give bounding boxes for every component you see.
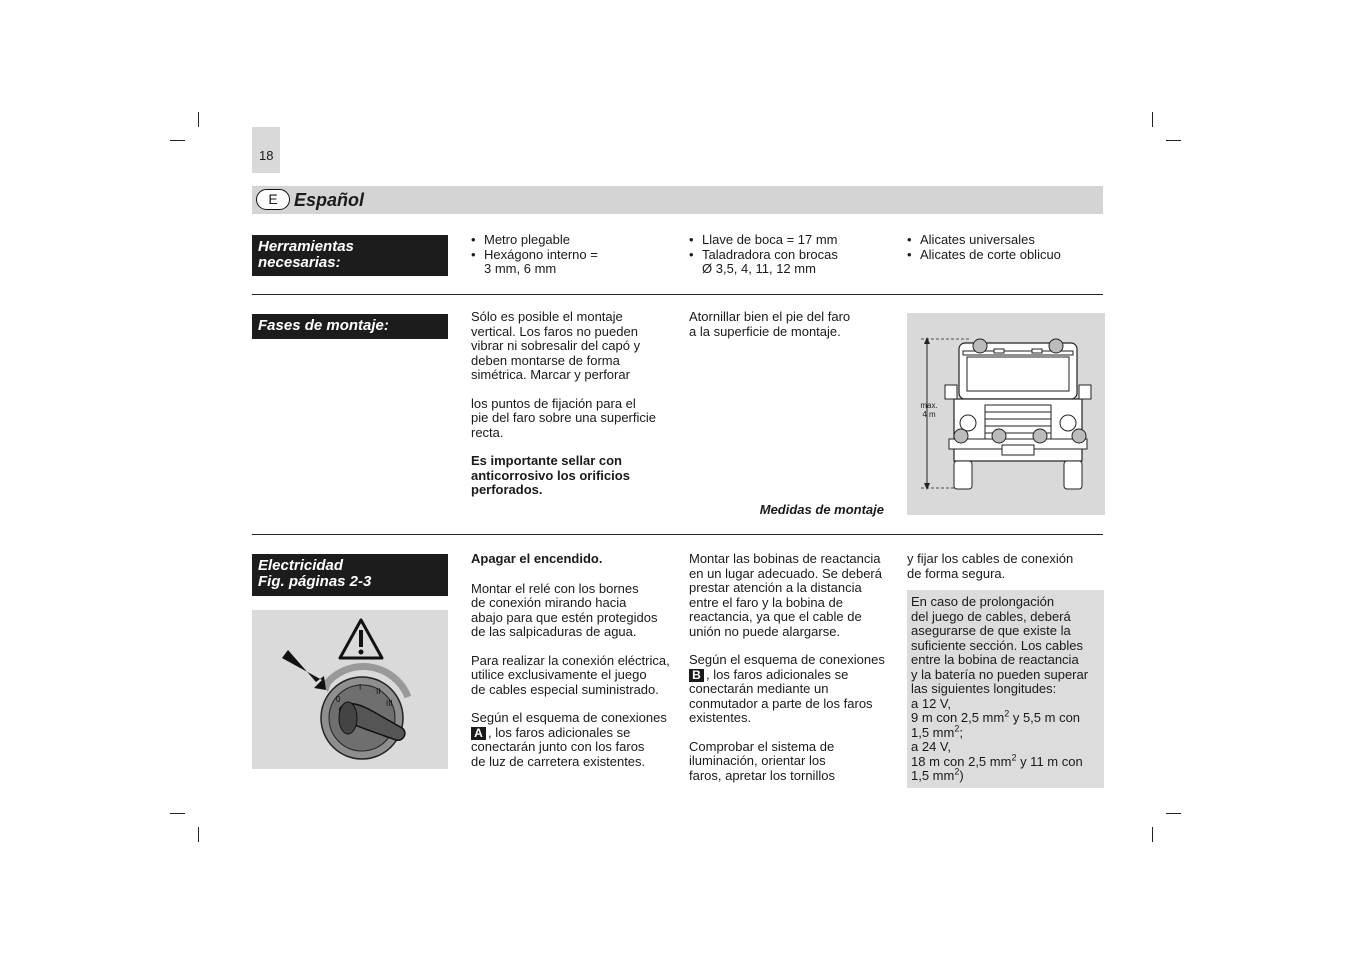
mounting-text-line: vibrar ni sobresalir del capó y [471,338,641,353]
superscript: 2 [954,766,960,777]
electric-text-line: de cables especial suministrado. [471,681,659,697]
language-code-badge: E [256,189,290,210]
mounting-text-line: los puntos de fijación para el [471,395,636,411]
electric-text-line: unión no puede alargarse. [689,623,841,639]
tool-item: • Alicates universales [907,233,1103,248]
electric-heading-line1: Electricidad [258,557,344,574]
tool-item: • Llave de boca = 17 mm [689,233,889,248]
note-span: 9 m con 2,5 mm [911,710,1005,725]
electric-text-line: de forma segura. [907,565,1006,581]
mounting-heading-text: Fases de montaje: [258,317,389,334]
tools-heading-line2: necesarias: [258,254,341,271]
tool-item: • Metro plegable [471,233,671,248]
note-line: asegurarse de que existe la [911,623,1071,638]
electric-text-line: abajo para que estén protegidos [471,609,658,625]
note-span: y 5,5 m con [1009,710,1081,725]
diagram-badge-a: A [471,727,486,740]
vehicle-front-drawing [907,313,1105,515]
electric-col1 [471,552,676,769]
electric-text-line [689,668,894,683]
tools-heading [252,235,448,276]
electric-text-line: de conexión mirando hacia [471,595,627,610]
switch-mark: II [376,687,381,696]
electric-text-span: , los faros adicionales se [488,724,631,740]
electric-heading-line2: Fig. páginas 2-3 [258,573,372,590]
page-number: 18 [259,148,274,163]
ignition-switch-figure [252,610,448,769]
superscript: 2 [1011,752,1017,763]
electric-heading [252,554,448,596]
electric-text-line: conectarán junto con los faros [471,739,645,754]
electric-text-line: Montar las bobinas de reactancia [689,551,881,566]
note-span: 1,5 mm [911,724,955,740]
electric-text-line: Montar el relé con los bornes [471,580,639,596]
mounting-warning-line: anticorrosivo los orificios [471,467,630,483]
tool-item: • Alicates de corte oblicuo [907,248,1103,263]
electric-text-line: reactancia, ya que el cable de [689,609,862,624]
note-line: entre la bobina de reactancia [911,652,1079,667]
electric-text-line: conmutador a parte de los faros [689,695,873,711]
note-line [911,708,1103,726]
note-line [911,723,1103,741]
height-label-line1: max. [920,401,938,410]
crop-mark [170,813,185,814]
note-span: 1,5 mm [911,768,955,783]
mounting-col1 [471,310,676,498]
note-line: suficiente sección. Los cables [911,637,1083,653]
tool-item-cont: 3 mm, 6 mm [484,261,557,276]
mounting-text-line: a la superficie de montaje. [689,323,841,339]
crop-mark [198,827,199,842]
electric-text-line: en un lugar adecuado. Se deberá [689,565,882,581]
electric-text-line: existentes. [689,710,752,725]
tool-item: • Hexágono interno = [471,248,671,263]
switch-mark: 0 [336,695,341,704]
mounting-warning-line: Es importante sellar con [471,453,622,468]
crop-mark [198,112,199,127]
note-line: a 24 V, [911,739,952,754]
electric-text-line: utilice exclusivamente el juego [471,667,647,682]
note-line [911,766,1103,784]
figure-caption: Medidas de montaje [759,502,884,517]
electric-text-line: Según el esquema de conexiones [471,710,667,725]
note-line: del juego de cables, deberá [911,608,1071,624]
electric-text-line: de las salpicaduras de agua. [471,624,637,639]
crop-mark [1166,140,1181,141]
mounting-warning-line: perforados. [471,482,543,497]
mounting-text-line: Atornillar bien el pie del faro [689,309,851,324]
language-title: Español [294,190,365,210]
note-line [911,752,1103,770]
mounting-text-line: deben montarse de forma [471,352,620,368]
crop-mark [1152,827,1153,842]
tools-col3 [907,233,1103,262]
note-span: ; [959,724,963,740]
crop-mark [170,140,185,141]
electric-text-line: prestar atención a la distancia [689,580,862,595]
note-line: En caso de prolongación [911,594,1055,609]
tools-col2 [689,233,889,277]
electric-text-line: faros, apretar los tornillos [689,767,835,783]
electric-text-line: Comprobar el sistema de [689,738,835,754]
note-span: 18 m con 2,5 mm [911,753,1012,769]
superscript: 2 [1004,708,1010,719]
electric-col2 [689,552,894,783]
electric-text-line: Para realizar la conexión eléctrica, [471,652,670,668]
note-span: ) [959,768,964,783]
electric-text-line: entre el faro y la bobina de [689,594,843,610]
mounting-col2 [689,310,889,339]
warning-icon [340,620,382,658]
tools-heading-line1: Herramientas [258,238,354,255]
electric-col3 [907,552,1103,581]
section-divider [252,294,1103,295]
ignition-switch-drawing [252,610,448,769]
tool-item: • Taladradora con brocas [689,248,889,263]
mounting-text-line: simétrica. Marcar y perforar [471,367,630,382]
switch-mark: I [359,683,362,692]
mounting-text-line: vertical. Los faros no pueden [471,323,638,339]
electric-text-line: Según el esquema de conexiones [689,652,885,667]
tools-col1 [471,233,671,277]
note-line: y la batería no pueden superar [911,666,1089,682]
note-span: y 11 m con [1016,753,1083,769]
mounting-text-line: Sólo es posible el montaje [471,309,623,324]
language-header [252,186,1103,214]
electric-text-line [471,726,676,741]
switch-mark: III [386,699,393,708]
note-line: a 12 V, [911,695,952,711]
tool-item-cont: Ø 3,5, 4, 11, 12 mm [702,261,816,276]
electric-text-line: conectarán mediante un [689,681,829,696]
crop-mark [1152,112,1153,127]
crop-mark [1166,813,1181,814]
vehicle-figure [907,313,1105,515]
electric-instruction-bold: Apagar el encendido. [471,551,603,566]
superscript: 2 [954,723,960,734]
mounting-text-line: recta. [471,424,504,440]
section-divider [252,534,1103,535]
electric-text-line: y fijar los cables de conexión [907,551,1074,566]
mounting-text-line: pie del faro sobre una superficie [471,410,657,425]
diagram-badge-b: B [689,669,704,682]
height-label-line2: 4 m [922,410,936,419]
page-number-tab [252,127,280,173]
note-line: las siguientes longitudes: [911,681,1057,696]
mounting-heading [252,314,448,339]
electric-text-span: , los faros adicionales se [706,666,849,682]
cable-length-note [907,590,1104,788]
electric-text-line: iluminación, orientar los [689,753,826,768]
electric-text-line: de luz de carretera existentes. [471,753,646,769]
